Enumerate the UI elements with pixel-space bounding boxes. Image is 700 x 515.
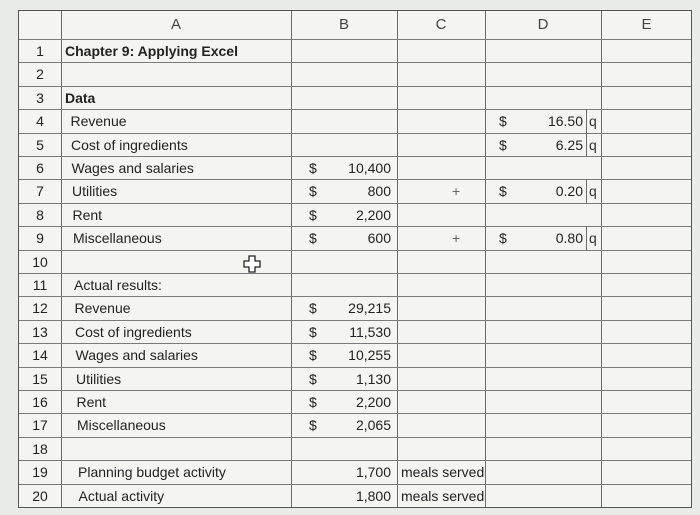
cell-label[interactable]: Cost of ingredients: [75, 323, 192, 340]
currency-symbol: $: [499, 183, 507, 200]
unit-label: q: [589, 183, 597, 200]
currency-symbol: $: [309, 300, 317, 317]
cell-value-c[interactable]: meals served: [401, 487, 485, 504]
cell-divider: [586, 179, 587, 202]
currency-symbol: $: [499, 230, 507, 247]
row-number[interactable]: 10: [32, 253, 48, 270]
cell-value-b[interactable]: 800: [367, 183, 391, 200]
row-number[interactable]: 15: [32, 370, 48, 387]
row-number[interactable]: 3: [36, 89, 44, 106]
cell-divider: [586, 133, 587, 156]
row-divider: [19, 390, 691, 391]
cell-value-b[interactable]: 2,200: [355, 206, 391, 223]
currency-symbol: $: [309, 417, 317, 434]
plus-marker[interactable]: +: [452, 230, 461, 247]
cell-value-d[interactable]: 6.25: [555, 136, 583, 153]
currency-symbol: $: [309, 347, 317, 364]
currency-symbol: $: [309, 230, 317, 247]
cell-label[interactable]: Utilities: [72, 183, 118, 200]
cell-label[interactable]: Utilities: [76, 370, 122, 387]
row-divider: [19, 226, 691, 227]
currency-symbol: $: [309, 160, 317, 176]
row-divider: [19, 86, 691, 87]
row-divider: [19, 413, 691, 414]
row-divider: [19, 109, 691, 110]
row-divider: [19, 343, 691, 344]
cell-value-b[interactable]: 10,255: [348, 347, 391, 364]
row-divider: [19, 460, 691, 461]
row-number[interactable]: 16: [32, 394, 48, 410]
cell-value-b[interactable]: 11,530: [349, 323, 391, 340]
cell-label[interactable]: Miscellaneous: [77, 417, 166, 434]
row-number[interactable]: 14: [32, 347, 48, 364]
cell-label[interactable]: Wages and salaries: [75, 347, 198, 364]
row-number[interactable]: 7: [36, 183, 44, 200]
row-number[interactable]: 6: [36, 160, 44, 176]
row-divider: [19, 273, 691, 274]
unit-label: q: [589, 113, 597, 130]
cell-value-b[interactable]: 1,800: [355, 487, 391, 504]
row-divider: [19, 437, 691, 438]
cell-divider: [586, 226, 587, 249]
column-header-a[interactable]: A: [170, 16, 181, 33]
move-cursor-icon: [243, 255, 261, 273]
row-number[interactable]: 20: [32, 487, 48, 504]
cell-label[interactable]: Wages and salaries: [71, 160, 194, 176]
row-divider: [19, 484, 691, 485]
currency-symbol: $: [309, 370, 317, 387]
cell-value-d[interactable]: 16.50: [547, 113, 583, 130]
row-number[interactable]: 11: [32, 277, 48, 293]
column-header-d[interactable]: D: [537, 16, 549, 33]
cell-label[interactable]: Data: [65, 89, 96, 106]
row-number[interactable]: 2: [36, 66, 44, 83]
row-number[interactable]: 1: [36, 43, 44, 59]
row-divider: [19, 62, 691, 63]
column-header-e[interactable]: E: [641, 16, 652, 33]
row-number[interactable]: 4: [36, 113, 44, 130]
cell-value-b[interactable]: 29,215: [348, 300, 391, 317]
cell-label[interactable]: Actual activity: [78, 487, 165, 504]
cell-label[interactable]: Planning budget activity: [78, 464, 226, 481]
row-divider: [19, 133, 691, 134]
row-number[interactable]: 13: [32, 323, 48, 340]
row-number[interactable]: 19: [32, 464, 48, 481]
row-divider: [19, 296, 691, 297]
row-divider: [19, 39, 691, 40]
cell-label[interactable]: Rent: [76, 394, 107, 410]
row-number[interactable]: 12: [32, 300, 48, 317]
cell-value-d[interactable]: 0.80: [555, 230, 583, 247]
currency-symbol: $: [499, 136, 507, 153]
row-divider: [19, 367, 691, 368]
unit-label: q: [589, 136, 597, 153]
cell-value-b[interactable]: 1,700: [355, 464, 391, 481]
spreadsheet-grid[interactable]: [18, 10, 692, 508]
cell-value-d[interactable]: 0.20: [555, 183, 583, 200]
cell-value-b[interactable]: 10,400: [348, 160, 391, 176]
cell-value-c[interactable]: meals served: [401, 464, 485, 481]
row-divider: [19, 320, 691, 321]
row-divider: [19, 156, 691, 157]
cell-label[interactable]: Chapter 9: Applying Excel: [65, 43, 238, 59]
column-header-b[interactable]: B: [338, 16, 349, 33]
cell-label[interactable]: Revenue: [70, 113, 127, 130]
cell-label[interactable]: Rent: [72, 206, 103, 223]
unit-label: q: [589, 230, 597, 247]
row-number[interactable]: 17: [32, 417, 48, 434]
cell-value-b[interactable]: 2,200: [355, 394, 391, 410]
row-divider: [19, 179, 691, 180]
column-header-c[interactable]: C: [435, 16, 447, 33]
cell-label[interactable]: Cost of ingredients: [71, 136, 188, 153]
currency-symbol: $: [309, 183, 317, 200]
cell-label[interactable]: Actual results:: [74, 277, 162, 293]
cell-value-b[interactable]: 600: [367, 230, 391, 247]
row-number[interactable]: 18: [32, 440, 48, 457]
cell-value-b[interactable]: 1,130: [355, 370, 391, 387]
currency-symbol: $: [499, 113, 507, 130]
cell-label[interactable]: Miscellaneous: [73, 230, 162, 247]
cell-value-b[interactable]: 2,065: [355, 417, 391, 434]
cell-label[interactable]: Revenue: [74, 300, 131, 317]
currency-symbol: $: [309, 323, 317, 340]
currency-symbol: $: [309, 206, 317, 223]
row-number[interactable]: 5: [36, 136, 44, 153]
row-number[interactable]: 8: [36, 206, 44, 223]
plus-marker[interactable]: +: [452, 183, 461, 200]
row-number[interactable]: 9: [36, 230, 44, 247]
currency-symbol: $: [309, 394, 317, 410]
row-divider: [19, 203, 691, 204]
cell-divider: [586, 109, 587, 132]
row-divider: [19, 250, 691, 251]
